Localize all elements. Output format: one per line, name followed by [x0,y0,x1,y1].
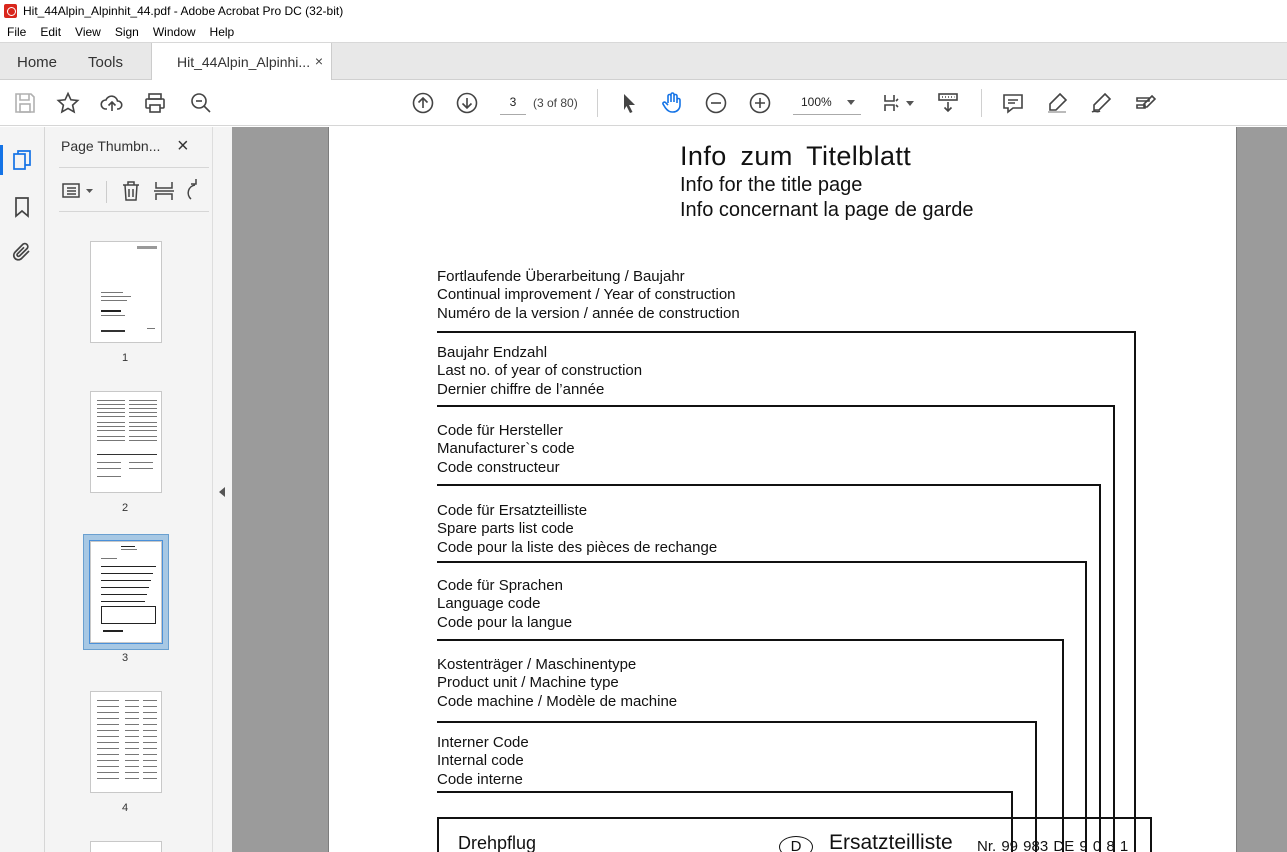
thumbnail-label-1: 1 [121,352,129,364]
leader-line [437,331,1136,333]
leader-line [437,405,1115,407]
parts-list-number: Nr. 99 983 DE 9 0 8 1 [977,838,1129,852]
thumbnail-label-4: 4 [121,802,129,814]
highlight-button[interactable] [1044,90,1070,116]
thumbnail-content [101,606,156,624]
next-page-button[interactable] [454,90,480,116]
attachments-button[interactable] [10,240,34,264]
page-fit-dropdown[interactable] [904,90,916,116]
leader-line [1085,561,1087,852]
thumbnail-content [137,246,157,249]
page-thumbnail-2[interactable] [90,391,162,493]
panel-splitter[interactable] [212,127,232,852]
language-badge: D [779,836,813,852]
thumbnails-panel [45,127,212,852]
save-icon [13,91,37,115]
active-indicator [0,145,3,175]
parts-list-title: Ersatzteilliste [829,831,953,852]
thumbnail-options-icon[interactable] [61,179,95,203]
bookmark-icon [10,195,34,219]
tab-document-label: Hit_44Alpin_Alpinhi... [177,54,311,70]
leader-line [437,791,1013,793]
doc-title-en: Info for the title page [680,174,863,196]
document-canvas[interactable] [232,127,1287,852]
info-block-de: Code für Hersteller [437,422,563,439]
page-thumbnail-5[interactable] [90,841,162,852]
insert-pages-icon[interactable] [152,179,176,203]
info-block-de: Interner Code [437,734,529,751]
draw-button[interactable] [1088,90,1114,116]
info-block-fr: Code machine / Modèle de machine [437,692,678,710]
bookmarks-button[interactable] [10,195,34,219]
chevron-down-icon [904,91,916,115]
info-block-en: Product unit / Machine type [437,674,619,692]
info-block-de: Code für Ersatzteilliste [437,502,588,519]
menu-help[interactable]: Help [209,25,235,39]
info-block-4 [437,502,717,557]
navigation-rail [0,127,45,852]
toolbar-divider [597,89,598,117]
acrobat-icon [4,4,17,18]
menu-edit[interactable]: Edit [40,25,62,39]
fit-page-icon [881,91,905,115]
select-tool-button[interactable] [616,90,642,116]
previous-page-button[interactable] [410,90,436,116]
scroll-mode-button[interactable] [935,90,961,116]
star-icon [56,91,80,115]
leader-line [1134,331,1136,852]
bookmark-star-button[interactable] [55,90,81,116]
info-block-en: Internal code [437,752,524,770]
find-button[interactable] [188,90,214,116]
print-button[interactable] [142,90,168,116]
leader-line [437,639,1064,641]
arrow-up-circle-icon [411,91,435,115]
toolbar-divider [981,89,982,117]
fill-sign-button[interactable] [1133,90,1159,116]
page-count: (3 of 80) [533,96,578,110]
page-thumbnail-4[interactable] [90,691,162,793]
leader-line [437,721,1037,723]
info-block-fr: Code interne [437,770,523,788]
leader-line [437,484,1101,486]
main-toolbar [0,80,1287,126]
thumbnails-icon [10,148,34,172]
info-block-3 [437,422,575,477]
menu-bar [0,22,1287,42]
info-block-fr: Code pour la langue [437,613,573,631]
save-button[interactable] [12,90,38,116]
hand-icon [660,91,684,115]
info-block-en: Language code [437,595,541,613]
doc-title-de: Info zum Titelblatt [680,141,912,171]
arrow-down-circle-icon [455,91,479,115]
title-bar [0,0,1287,22]
pdf-page [328,127,1237,852]
cursor-arrow-icon [617,91,641,115]
zoom-level-value: 100% [801,95,832,109]
window-title: Hit_44Alpin_Alpinhit_44.pdf - Adobe Acrobat Pro DC (32-bit) [23,4,344,18]
collapse-panel-icon[interactable] [219,487,225,497]
panel-title: Page Thumbn... [61,138,161,154]
info-block-en: Manufacturer`s code [437,440,575,458]
close-tab-icon[interactable]: × [314,53,323,69]
leader-line [1113,405,1115,852]
keyboard-scroll-icon [936,91,960,115]
printer-icon [143,91,167,115]
minus-circle-icon [704,91,728,115]
rotate-icon[interactable] [183,179,199,203]
menu-file[interactable]: File [7,25,27,39]
tab-tools[interactable]: Tools [88,53,124,71]
thumbnail-label-2: 2 [121,502,129,514]
close-panel-icon[interactable]: × [177,135,189,157]
zoom-search-icon [189,91,213,115]
page-thumbnail-3[interactable] [90,541,162,643]
hand-tool-button[interactable] [659,90,685,116]
info-block-de: Kostenträger / Maschinentype [437,656,637,673]
plus-circle-icon [748,91,772,115]
info-block-7 [437,734,529,789]
info-block-fr: Numéro de la version / année de construction [437,304,740,322]
thumbnail-label-3: 3 [121,652,129,664]
highlighter-icon [1045,91,1069,115]
zoom-out-button[interactable] [703,90,729,116]
info-block-en: Last no. of year of construction [437,362,643,380]
tab-document[interactable] [151,43,332,81]
panel-divider [59,167,209,168]
chevron-down-icon [847,100,855,105]
leader-line [437,561,1087,563]
page-thumbnails-button[interactable] [10,148,34,172]
info-block-de: Baujahr Endzahl [437,344,548,361]
info-block-5 [437,577,572,632]
edit-form-icon [1134,91,1158,115]
zoom-in-button[interactable] [747,90,773,116]
tab-bar [0,42,1287,80]
machine-name: Drehpflug [458,833,537,852]
page-thumbnail-1[interactable] [90,241,162,343]
info-block-de: Code für Sprachen [437,577,563,594]
panel-divider [59,211,209,212]
info-block-6 [437,656,677,711]
tab-home[interactable]: Home [17,53,58,71]
page-fit-button[interactable] [880,90,906,116]
panel-toolbar [59,179,219,203]
info-block-fr: Code constructeur [437,458,560,476]
info-block-de: Fortlaufende Überarbeitung / Baujahr [437,268,685,285]
page-number-input[interactable]: 3 [500,91,526,115]
comment-button[interactable] [1000,90,1026,116]
pen-icon [1089,91,1113,115]
info-block-fr: Code pour la liste des pièces de rechange [437,538,718,556]
menu-sign[interactable]: Sign [114,25,139,39]
leader-line [1099,484,1101,852]
trash-icon[interactable] [119,179,143,203]
paperclip-icon [10,240,34,264]
menu-window[interactable]: Window [152,25,196,39]
info-block-2 [437,344,642,399]
cloud-upload-icon [100,91,124,115]
menu-view[interactable]: View [75,25,101,39]
doc-title-fr: Info concernant la page de garde [680,199,974,221]
upload-button[interactable] [99,90,125,116]
panel-toolbar-divider [106,181,107,203]
info-block-fr: Dernier chiffre de l’année [437,380,605,398]
info-block-en: Spare parts list code [437,520,574,538]
comment-icon [1001,91,1025,115]
zoom-level-select[interactable] [793,91,861,115]
info-block-1 [437,268,740,323]
info-block-en: Continual improvement / Year of construction [437,286,736,304]
